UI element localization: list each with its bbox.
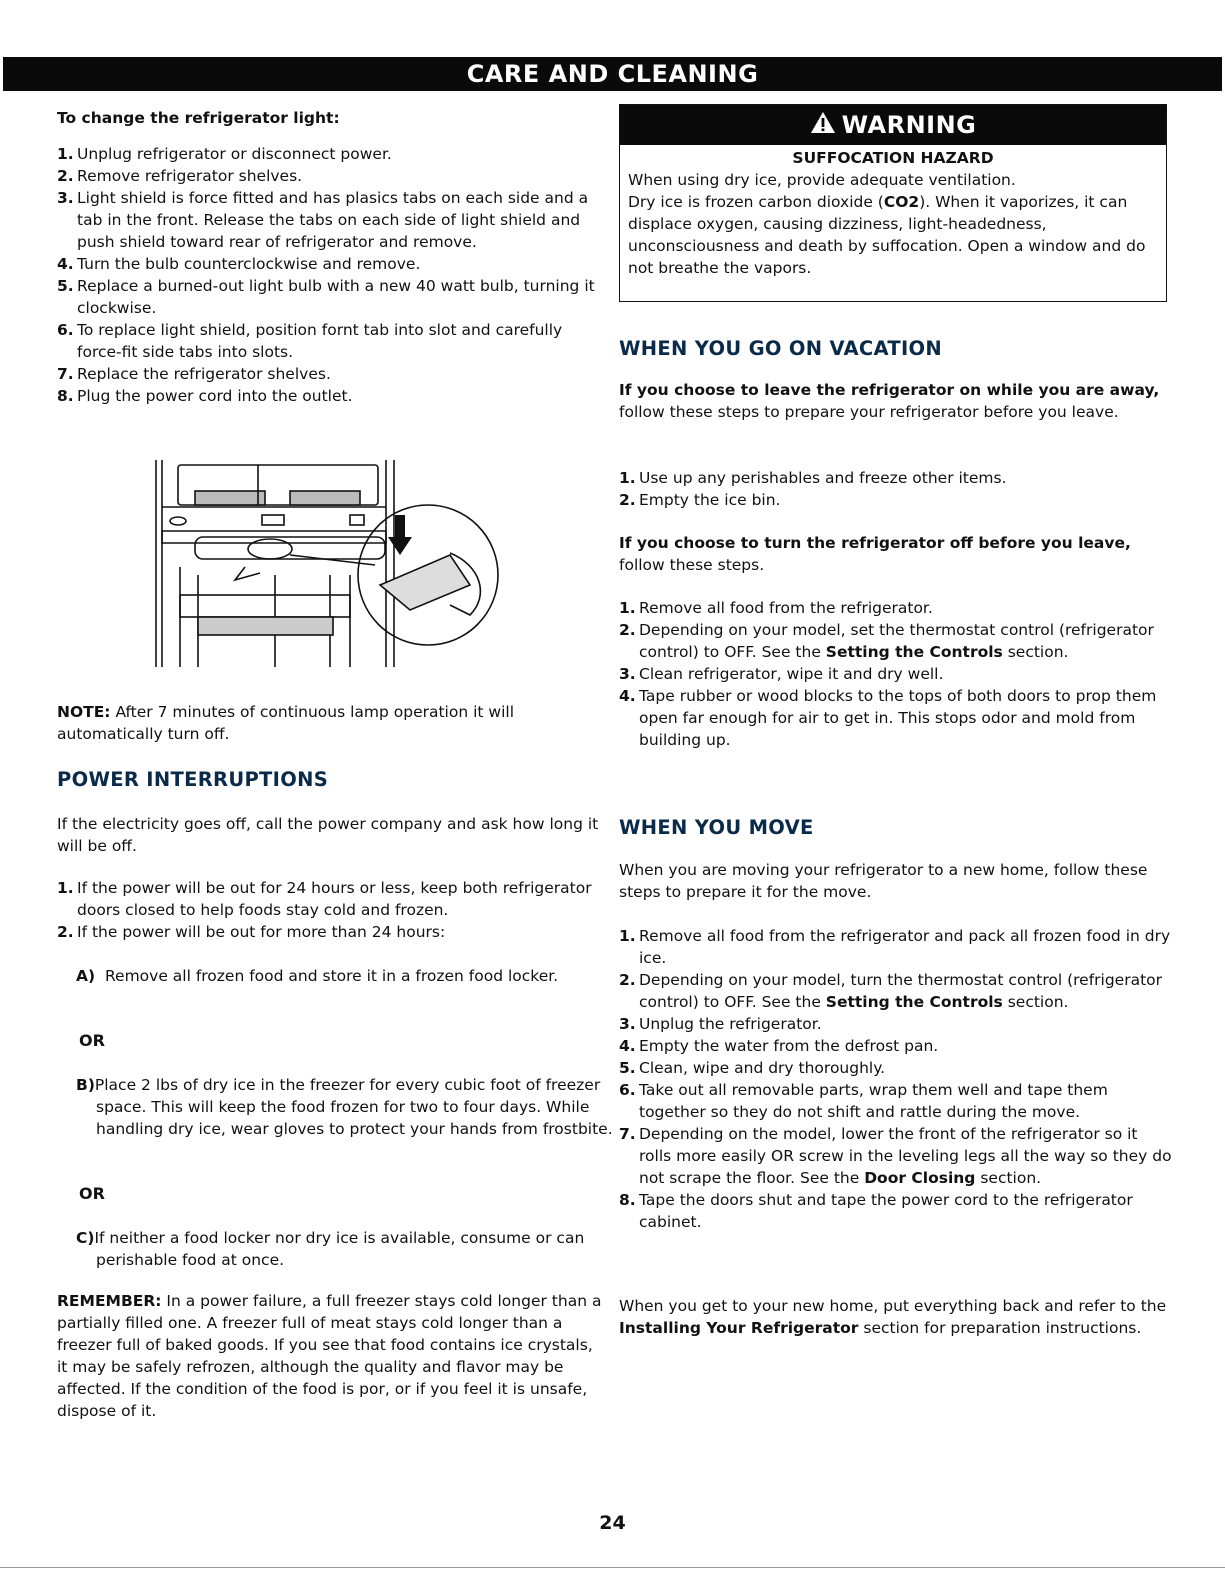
vacation-leave-off: If you choose to turn the refrigerator off before you leave, follow these steps. [619, 534, 1131, 574]
list-item: 5. Clean, wipe and dry thoroughly. [619, 1059, 886, 1077]
warning-title: WARNING [841, 111, 977, 139]
list-item: 2. Depending on your model, set the thermostat control (refrigerator control) to OFF. See the Setting the Controls section. [619, 621, 1154, 661]
power-or-1: OR [79, 1031, 105, 1050]
warning-content [620, 145, 1166, 279]
power-heading: POWER INTERRUPTIONS [57, 768, 329, 791]
page-number: 24 [599, 1512, 626, 1534]
light-note: NOTE: After 7 minutes of continuous lamp operation it will automatically turn off. [57, 703, 515, 743]
page-header: CARE AND CLEANING [3, 57, 1222, 91]
light-heading: To change the refrigerator light: [57, 109, 340, 127]
list-item: 1. Unplug refrigerator or disconnect power. [57, 145, 392, 163]
warning-box [619, 104, 1167, 302]
list-item: 3. Light shield is force fitted and has plasics tabs on each side and a tab in the front. Release the tabs on each side of light shield and push shield toward rear of refrigerator and remove. [57, 189, 589, 251]
list-item: 1. Use up any perishables and freeze other items. [619, 469, 1007, 487]
list-item: 1. If the power will be out for 24 hours or less, keep both refrigerator doors closed to help foods stay cold and frozen. [57, 879, 592, 919]
list-item: 7. Replace the refrigerator shelves. [57, 365, 331, 383]
vacation-heading: WHEN YOU GO ON VACATION [619, 337, 943, 360]
list-item: 7. Depending on the model, lower the front of the refrigerator so it rolls more easily OR screw in the leveling legs all the way so they do not scrape the floor. See the Door Closing section. [619, 1125, 1172, 1187]
power-option-c: C)If neither a food locker nor dry ice is available, consume or can perishable food at once. [76, 1229, 585, 1269]
list-item: 2. Empty the ice bin. [619, 491, 781, 509]
list-item: 2. If the power will be out for more than 24 hours: [57, 923, 446, 941]
power-option-b: B)Place 2 lbs of dry ice in the freezer for every cubic foot of freezer space. This will keep the food frozen for two to four days. While handling dry ice, wear gloves to protect your hands from frostbite. [76, 1076, 613, 1138]
list-item: 4. Empty the water from the defrost pan. [619, 1037, 939, 1055]
power-or-2: OR [79, 1184, 105, 1203]
list-item: 4. Tape rubber or wood blocks to the tops of both doors to prop them open far enough for air to get in. This stops odor and mold from building up. [619, 687, 1157, 749]
warning-subtitle: SUFFOCATION HAZARD [792, 149, 994, 167]
vacation-off-steps [619, 597, 1174, 751]
list-item: 1. Remove all food from the refrigerator and pack all frozen food in dry ice. [619, 927, 1171, 967]
list-item: 6. Take out all removable parts, wrap them well and tape them together so they do not shift and rattle during the move. [619, 1081, 1108, 1121]
vacation-leave-on: If you choose to leave the refrigerator on while you are away, follow these steps to prepare your refrigerator before you leave. [619, 381, 1160, 421]
list-item: 2. Remove refrigerator shelves. [57, 167, 303, 185]
bottom-divider [0, 1567, 1225, 1568]
vacation-on-steps [619, 467, 1174, 511]
power-steps [57, 877, 602, 943]
warning-triangle-icon [810, 106, 836, 146]
light-shield-illustration [150, 455, 505, 670]
move-steps [619, 925, 1174, 1233]
move-intro: When you are moving your refrigerator to a new home, follow these steps to prepare it for the move. [619, 861, 1148, 901]
list-item: 3. Unplug the refrigerator. [619, 1015, 822, 1033]
power-intro: If the electricity goes off, call the power company and ask how long it will be off. [57, 815, 599, 855]
list-item: 4. Turn the bulb counterclockwise and remove. [57, 255, 421, 273]
list-item: 5. Replace a burned-out light bulb with a new 40 watt bulb, turning it clockwise. [57, 277, 595, 317]
list-item: 2. Depending on your model, turn the thermostat control (refrigerator control) to OFF. See the Setting the Controls section. [619, 971, 1163, 1011]
list-item: 8. Tape the doors shut and tape the power cord to the refrigerator cabinet. [619, 1191, 1133, 1231]
list-item: 1. Remove all food from the refrigerator. [619, 599, 933, 617]
light-steps [57, 143, 602, 407]
move-outro: When you get to your new home, put everything back and refer to the Installing Your Refrigerator section for preparation instructions. [619, 1297, 1167, 1337]
warning-bar [620, 105, 1166, 145]
warning-line1: When using dry ice, provide adequate ventilation. [628, 171, 1016, 189]
list-item: 8. Plug the power cord into the outlet. [57, 387, 353, 405]
power-remember: REMEMBER: In a power failure, a full freezer stays cold longer than a partially filled one. A freezer full of meat stays cold longer than a freezer full of baked goods. If you see that food contains ice crystals, it may be safely refrozen, although the quality and flavor may be affected. If the condition of the food is por, or if you feel it is unsafe, dispose of it. [57, 1292, 602, 1420]
warning-line2: Dry ice is frozen carbon dioxide (CO2). When it vaporizes, it can displace oxygen, causing dizziness, light-headedness, unconsciousness and death by suffocation. Open a window and do not breathe the vapors. [628, 193, 1146, 277]
power-option-a: A) Remove all frozen food and store it in a frozen food locker. [76, 967, 559, 985]
list-item: 3. Clean refrigerator, wipe it and dry well. [619, 665, 944, 683]
list-item: 6. To replace light shield, position fornt tab into slot and carefully force-fit side tabs into slots. [57, 321, 563, 361]
move-heading: WHEN YOU MOVE [619, 816, 814, 839]
